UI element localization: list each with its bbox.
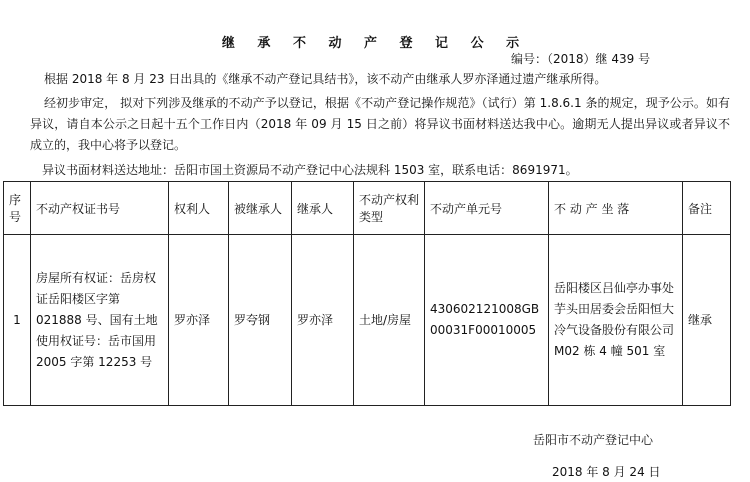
header-right-type: 不动产权利类型: [354, 182, 425, 235]
header-unit-number: 不动产单元号: [425, 182, 549, 235]
header-location: 不 动 产 坐 落: [549, 182, 683, 235]
cell-right-type: 土地/房屋: [354, 235, 425, 406]
cell-heir: 罗亦泽: [292, 235, 354, 406]
header-heir: 继承人: [292, 182, 354, 235]
cell-decedent: 罗夸钢: [229, 235, 292, 406]
table-row: [4, 235, 731, 406]
cell-owner: 罗亦泽: [169, 235, 229, 406]
paragraph-review: 经初步审定， 拟对下列涉及继承的不动产予以登记，根据《不动产登记操作规范》（试行）第 1.8.6.1 条的规定，现予公示。如有异议，请自本公示之日起十五个工作日内（2018 年 09 月 15 日之前）将异议书面材料送达我中心。逾期无人提出异议或者异议不成立的，我中心将予以登记。: [30, 96, 730, 152]
header-owner: 权利人: [169, 182, 229, 235]
cell-serial: 1: [4, 235, 31, 406]
signature-organization: 岳阳市不动产登记中心: [533, 433, 654, 447]
header-serial: 序号: [4, 182, 31, 235]
header-remark: 备注: [683, 182, 731, 235]
paragraph-address: 异议书面材料送达地址：岳阳市国土资源局不动产登记中心法规科 1503 室，联系电话：8691971。: [42, 163, 578, 177]
cell-certificate: 房屋所有权证：岳房权证岳阳楼区字第 021888 号、国有土地使用权证号：岳市国用 2005 字第 12253 号: [31, 235, 169, 406]
table-header-row: [4, 182, 731, 235]
cell-unit-number: 430602121008GB00031F00010005: [425, 235, 549, 406]
paragraph-basis: 根据 2018 年 8 月 23 日出具的《继承不动产登记具结书》，该不动产由继承人罗亦泽通过遗产继承所得。: [44, 72, 607, 86]
cell-location: 岳阳楼区吕仙亭办事处芋头田居委会岳阳恒大冷气设备股份有限公司 M02 栋 4 幢 501 室: [549, 235, 683, 406]
cell-remark: 继承: [683, 235, 731, 406]
signature-date: 2018 年 8 月 24 日: [552, 465, 661, 479]
document-number: 编号：（2018）继 439 号: [511, 52, 651, 66]
header-certificate: 不动产权证书号: [31, 182, 169, 235]
registration-table: [3, 181, 731, 406]
header-decedent: 被继承人: [229, 182, 292, 235]
page-title: 继 承 不 动 产 登 记 公 示: [221, 36, 529, 51]
